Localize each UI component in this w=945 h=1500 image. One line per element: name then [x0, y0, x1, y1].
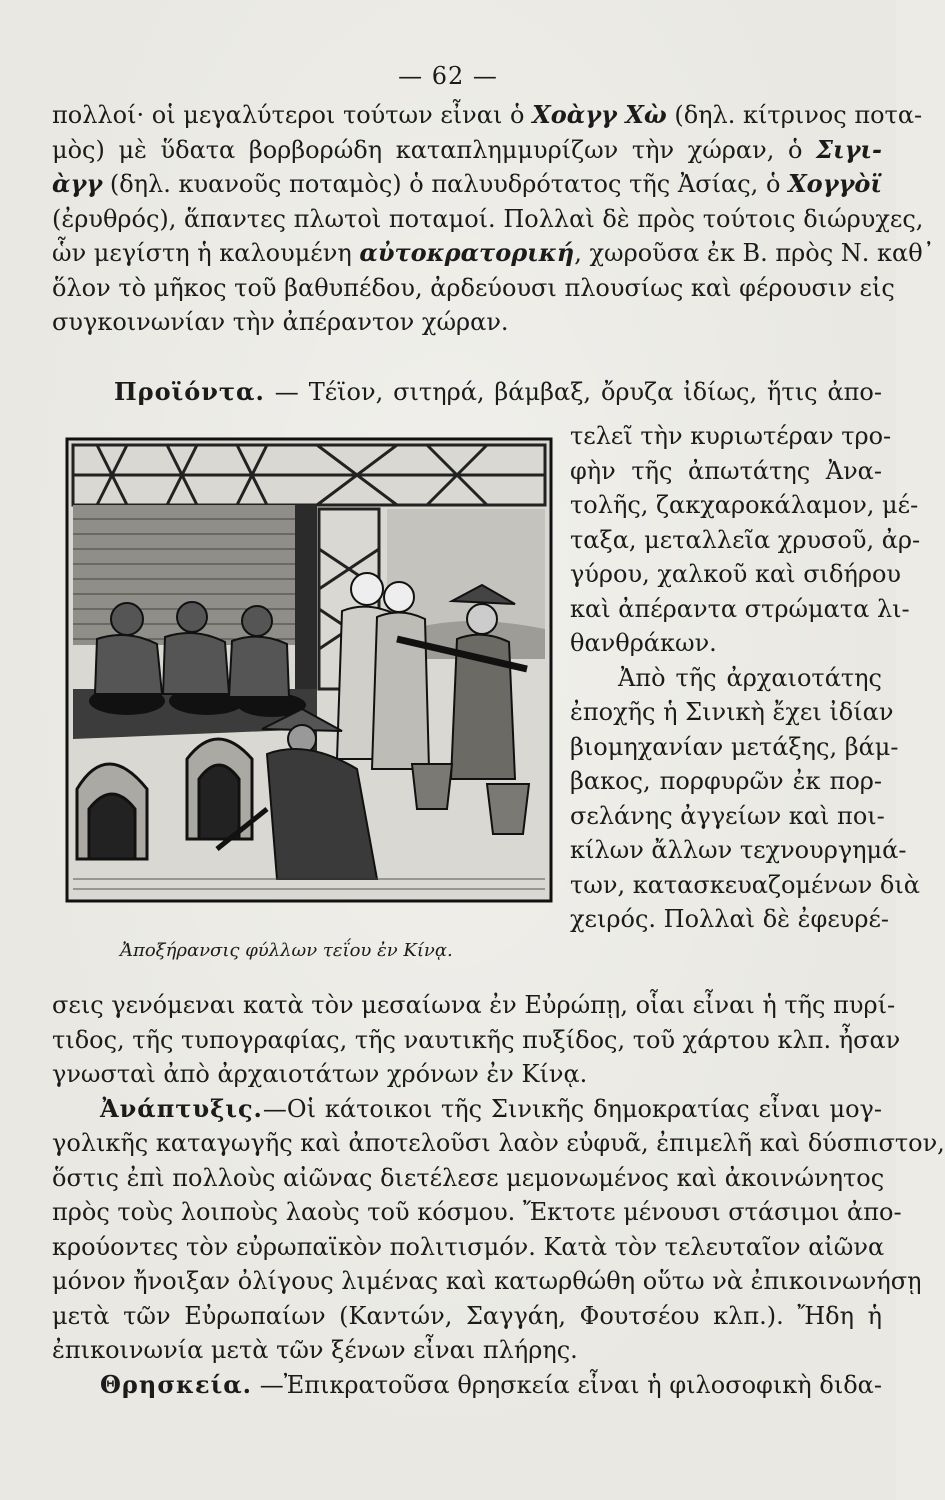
text-line — [52, 1230, 885, 1265]
text-line — [52, 167, 882, 202]
text-span: (δηλ. κίτρινος ποτα- — [666, 101, 923, 129]
right-column-line: φὴν τῆς ἀπωτάτης Ἀνα- — [570, 456, 882, 485]
text-line — [52, 1368, 882, 1403]
products-first-line-text: — Τέϊον, σιτηρά, βάμβαξ, ὄρυζα ἰδίως, ἥτις ἀπο- — [274, 378, 882, 406]
emphasized-term: Χογγὸϊ — [788, 169, 882, 198]
intro-paragraph — [52, 98, 935, 340]
right-column-line: τολῆς, ζακχαροκάλαμον, μέ- — [570, 491, 919, 519]
text-span: κρούοντες τὸν εὐρωπαϊκὸν πολιτισμόν. Κατὰ τὸν τελευταῖον αἰῶνα — [52, 1232, 885, 1261]
text-span: —Ἐπικρατοῦσα θρησκεία εἶναι ἡ φιλοσοφικὴ διδα- — [252, 1370, 882, 1399]
text-line — [52, 1092, 882, 1127]
products-first-line — [114, 375, 882, 410]
emphasized-term: ὰγγ — [52, 169, 103, 198]
text-span: , χωροῦσα ἐκ Β. πρὸς Ν. καθ᾽ — [574, 239, 935, 267]
products-heading: Προϊόντα. — [114, 377, 265, 406]
text-line — [52, 1195, 902, 1230]
right-column-line: βιομηχανίαν μετάξης, βάμ- — [570, 732, 899, 761]
text-span: μόνον ἤνοιξαν ὀλίγους λιμένας καὶ κατωρθώθη οὕτω νὰ ἐπικοινωνήσῃ — [52, 1267, 922, 1295]
text-span: γνωσταὶ ἀπὸ ἀρχαιοτάτων χρόνων ἐν Κίνᾳ. — [52, 1060, 588, 1088]
text-line — [52, 988, 896, 1023]
page-number: — 62 — — [398, 62, 498, 90]
text-span: (δηλ. κυανοῦς ποταμὸς) ὁ παλυυδρότατος τῆς Ἀσίας, ὁ — [102, 170, 789, 198]
emphasized-term: αὐτοκρατορική — [359, 238, 575, 267]
figure-caption: Ἀποξήρανσις φύλλων τεΐου ἐν Κίνᾳ. — [120, 940, 453, 961]
text-line — [52, 1161, 885, 1196]
text-span: σεις γενόμεναι κατὰ τὸν μεσαίωνα ἐν Εὐρώπῃ, οἷαι εἶναι ἡ τῆς πυρί- — [52, 991, 896, 1019]
text-line — [52, 271, 895, 306]
text-line — [52, 98, 923, 133]
right-column-line: θανθράκων. — [570, 629, 717, 657]
bottom-paragraphs — [52, 988, 945, 1402]
right-column-line: καὶ ἀπέραντα στρώματα λι- — [570, 594, 910, 623]
text-line — [52, 1023, 901, 1058]
text-line — [52, 236, 935, 271]
right-column-line: κίλων ἄλλων τεχνουργημά- — [570, 836, 907, 864]
right-column-line: χειρός. Πολλαὶ δὲ ἐφευρέ- — [570, 905, 890, 933]
text-span: μὸς) μὲ ὕδατα βορβορώδη καταπλημμυρίζων τὴν χώραν, ὁ — [52, 135, 816, 164]
right-column-text — [570, 419, 921, 937]
text-span: ὅστις ἐπὶ πολλοὺς αἰῶνας διετέλεσε μεμονωμένος καὶ ἀκοινώνητος — [52, 1163, 885, 1192]
text-span: —Οἱ κάτοικοι τῆς Σινικῆς δημοκρατίας εἶναι μογ- — [262, 1094, 882, 1123]
text-span: πρὸς τοὺς λοιποὺς λαοὺς τοῦ κόσμου. Ἔκτοτε μένουσι στάσιμοι ἀπο- — [52, 1198, 902, 1226]
section-heading: Ἀνάπτυξις. — [100, 1093, 263, 1123]
text-line — [52, 1299, 882, 1334]
text-line — [52, 1057, 882, 1092]
text-line — [52, 305, 882, 340]
text-span: γολικῆς καταγωγῆς καὶ ἀποτελοῦσι λαὸν εὐφυᾶ, ἐπιμελῆ καὶ δύσπιστον, — [52, 1129, 945, 1157]
engraving-icon — [67, 439, 551, 901]
text-line — [52, 1126, 945, 1161]
text-span: ὅλον τὸ μῆκος τοῦ βαθυπέδου, ἀρδεύουσι πλουσίως καὶ φέρουσιν εἰς — [52, 273, 895, 302]
emphasized-term: Χοὰγγ Χὼ — [532, 100, 667, 129]
right-column-line: ἐποχῆς ἡ Σινικὴ ἔχει ἰδίαν — [570, 698, 894, 726]
text-span: (ἐρυθρός), ἅπαντες πλωτοὶ ποταμοί. Πολλαὶ δὲ πρὸς τούτοις διώρυχες, — [52, 204, 924, 233]
text-span: ὧν μεγίστη ἡ καλουμένη — [52, 239, 360, 267]
right-column-line: σελάνης ἀγγείων καὶ ποι- — [570, 801, 885, 830]
right-column-line: τελεῖ τὴν κυριωτέραν τρο- — [570, 422, 892, 450]
right-column-line: Ἀπὸ τῆς ἀρχαιοτάτης — [618, 663, 882, 692]
text-span: ἐπικοινωνία μετὰ τῶν ξένων εἶναι πλήρης. — [52, 1336, 578, 1364]
text-line — [52, 202, 924, 237]
emphasized-term: Σιγι- — [816, 134, 882, 164]
right-column-line: ταξα, μεταλλεῖα χρυσοῦ, ἀρ- — [570, 525, 921, 554]
section-heading: Θρησκεία. — [100, 1369, 253, 1399]
text-span: τιδος, τῆς τυπογραφίας, τῆς ναυτικῆς πυξίδος, τοῦ χάρτου κλπ. ἦσαν — [52, 1025, 901, 1054]
text-span: μετὰ τῶν Εὐρωπαίων (Καντών, Σαγγάη, Φουτσέου κλπ.). Ἤδη ἡ — [52, 1301, 882, 1330]
right-column-line: γύρου, χαλκοῦ καὶ σιδήρου — [570, 560, 901, 588]
text-line — [52, 1264, 922, 1299]
text-span: συγκοινωνίαν τὴν ἀπέραντον χώραν. — [52, 308, 509, 336]
right-column-line: των, κατασκευαζομένων διὰ — [570, 870, 920, 899]
text-line — [52, 133, 882, 168]
right-column-line: βακος, πορφυρῶν ἐκ πορ- — [570, 767, 882, 795]
tea-drying-illustration — [66, 438, 552, 902]
text-line — [52, 1333, 882, 1368]
text-span: πολλοί· οἱ μεγαλύτεροι τούτων εἶναι ὁ — [52, 101, 533, 129]
